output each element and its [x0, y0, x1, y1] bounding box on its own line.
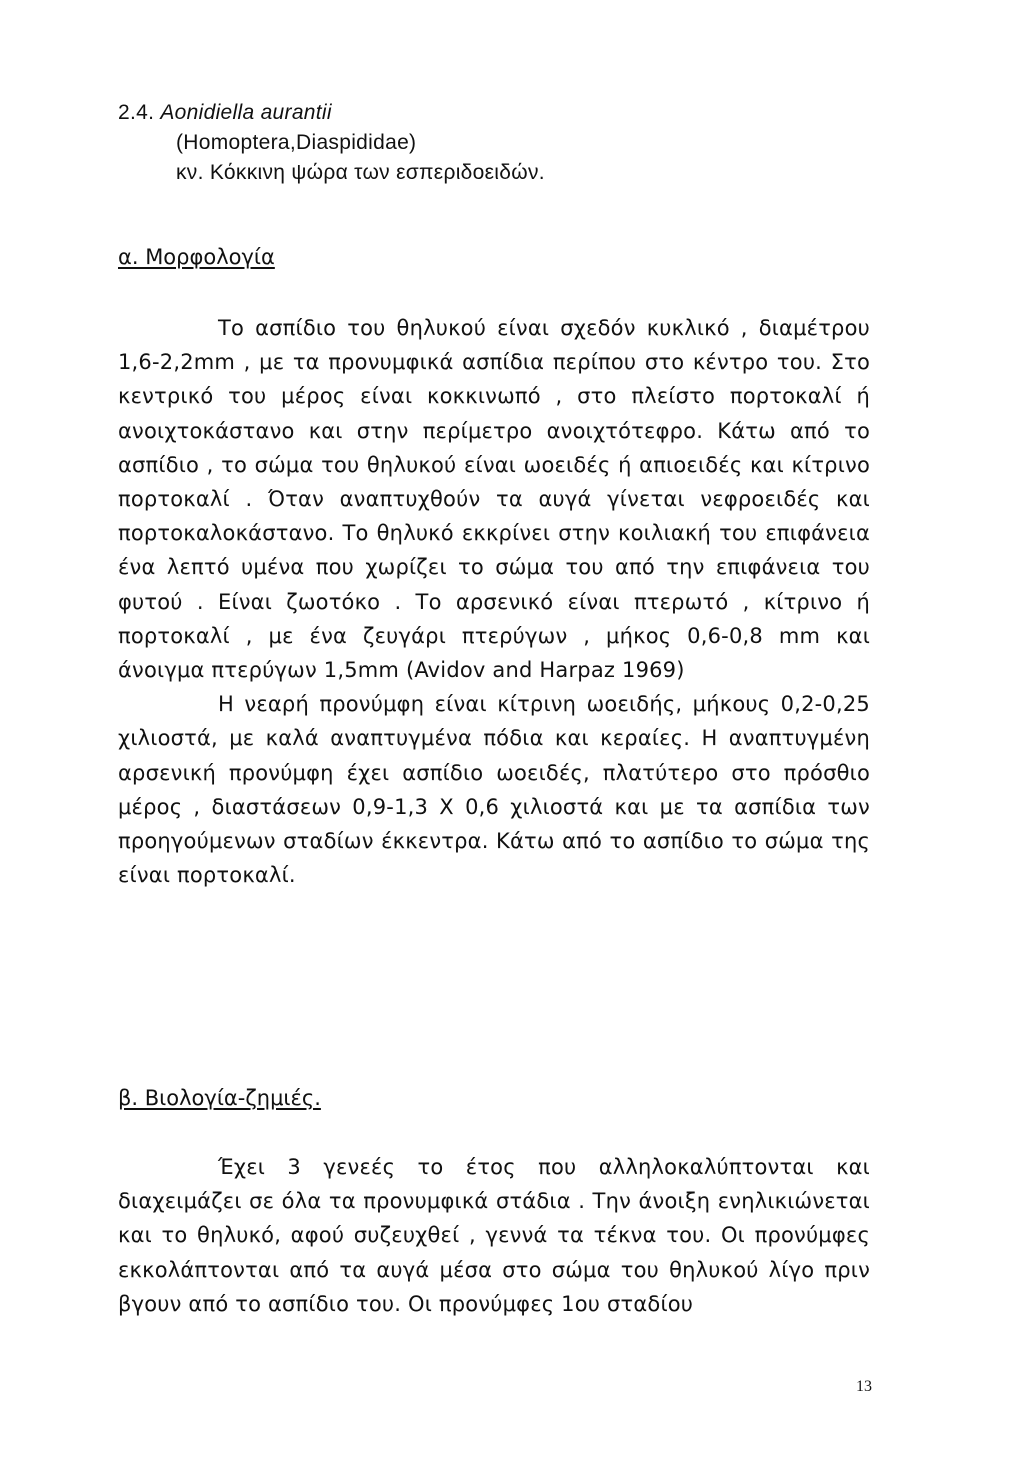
- morphology-paragraph-1: Το ασπίδιο του θηλυκού είναι σχεδόν κυκλικό , διαμέτρου 1,6-2,2mm , με τα προνυμφικά ασπίδια περίπου στο κέντρο του. Στο κεντρικό του μέρος είναι κοκκινωπό , στο πλείστο πορτοκαλί ή ανοιχτοκάστανο και στην περίμετρο ανοιχτότεφρο. Κάτω από το ασπίδιο , το σώμα του θηλυκού είναι ωοειδές ή απιοειδές και κίτρινο πορτοκαλί . Όταν αναπτυχθούν τα αυγά γίνεται νεφροειδές και πορτοκαλοκάστανο. Το θηλυκό εκκρίνει στην κοιλιακή του επιφάνεια ένα λεπτό υμένα που χωρίζει το σώμα του από την επιφάνεια του φυτού . Είναι ζωοτόκο . Το αρσενικό είναι πτερωτό , κίτρινο ή πορτοκαλί , με ένα ζευγάρι πτερύγων , μήκος 0,6-0,8 mm και άνοιγμα πτερύγων 1,5mm (Avidov and Harpaz 1969): [118, 316, 870, 683]
- page-number: 13: [856, 1378, 872, 1395]
- morphology-title: α. Μορφολογία: [118, 245, 275, 269]
- section-heading: [118, 98, 545, 188]
- taxonomy-label: (Homoptera,Diaspididae): [176, 131, 417, 154]
- biology-paragraph-1: Έχει 3 γενεές το έτος που αλληλοκαλύπτονται και διαχειμάζει σε όλα τα προνυμφικά στάδια . Την άνοιξη ενηλικιώνεται και το θηλυκό, αφού συζευχθεί , γεννά τα τέκνα του. Οι προνύμφες εκκολάπτονται από τα αυγά μέσα στο σώμα του θηλυκού λίγο πριν βγουν από το ασπίδιο του. Οι προνύμφες 1ου σταδίου: [118, 1155, 870, 1316]
- morphology-paragraph-2: Η νεαρή προνύμφη είναι κίτρινη ωοειδής, μήκους 0,2-0,25 χιλιοστά, με καλά αναπτυγμένα πόδια και κεραίες. Η αναπτυγμένη αρσενική προνύμφη έχει ασπίδιο ωοειδές, πλατύτερο στο πρόσθιο μέρος , διαστάσεων 0,9-1,3 Χ 0,6 χιλιοστά και με τα ασπίδια των προηγούμενων σταδίων έκκεντρα. Κάτω από το ασπίδιο το σώμα της είναι πορτοκαλί.: [118, 692, 870, 888]
- section-number: 2.4.: [118, 101, 155, 124]
- biology-body: [118, 1150, 870, 1321]
- species-latin-name: Aonidiella aurantii: [160, 101, 332, 124]
- biology-title: β. Βιολογία-ζημιές.: [118, 1086, 321, 1110]
- morphology-body: [118, 311, 870, 892]
- common-name: κν. Κόκκινη ψώρα των εσπεριδοειδών.: [176, 161, 545, 184]
